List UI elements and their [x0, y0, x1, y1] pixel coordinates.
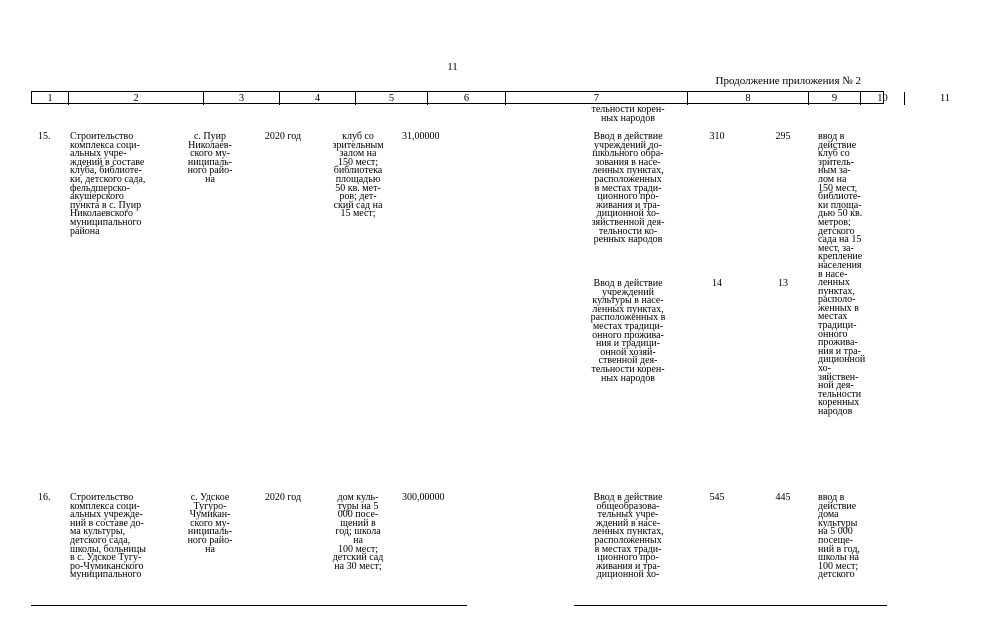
- row-16-indicator-1-col9: 545: [709, 492, 725, 503]
- page-number: 11: [447, 61, 458, 73]
- carryover-text: тельности корен- ных народов: [591, 104, 665, 124]
- row-15-number: 15.: [38, 131, 51, 142]
- row-15-location: с. Пуир Николаев- ского му- ниципаль- ного райо- на: [187, 131, 233, 185]
- row-15-capacity: клуб со зрительным залом на 150 мест; библиотека площадью 50 кв. мет- ров; дет- ский сад на 15 мест;: [332, 131, 384, 220]
- header-col-1: 1: [47, 93, 53, 104]
- row-16-year: 2020 год: [264, 492, 302, 503]
- header-col-10: 10: [860, 92, 904, 105]
- header-col-3: 3: [203, 92, 279, 105]
- row-16-cost: 300,00000: [402, 492, 445, 503]
- header-col-2: 2: [68, 92, 203, 105]
- header-col-8: 8: [687, 92, 808, 105]
- row-15-name: Строительство комплекса соци- альных учре- ждений в составе клуба, библиоте- ки, детского сада, фельдшерско- акушерского пункта в с. Пуир Николаевского муниципального района: [70, 131, 146, 237]
- row-16-location: с. Удское Тугуро- Чумикан- ского му- ниципаль- ного райо- на: [187, 492, 233, 555]
- row-16-result: ввод в действие дома культуры на 5 000 посеще- ний в год, школы на 100 мест; детского: [818, 492, 860, 581]
- appendix-note: Продолжение приложения № 2: [715, 75, 861, 87]
- row-15-indicator-2-col10: 13: [778, 278, 788, 289]
- row-16-indicator-1-col10: 445: [775, 492, 791, 503]
- row-15-indicator-1: Ввод в действие учреждений до- школьного обра- зования в насе- ленных пунктах, расположенных в местах тради- ционного про- живания и тра- диционной хо- зяйственной дея- тельности ко- ренных народов: [591, 131, 665, 246]
- row-16-name: Строительство комплекса соци- альных учрежде- ний в составе до- ма культуры, детского сада, школы, больницы в с. Удское Тугу- ро-Чумиканского муниципального: [70, 492, 146, 581]
- header-col-7: 7: [505, 92, 687, 105]
- table-header-row: [31, 91, 951, 104]
- header-col-5: 5: [355, 92, 427, 105]
- row-15-indicator-1-col9: 310: [709, 131, 725, 142]
- row-15-indicator-2-col9: 14: [712, 278, 722, 289]
- row-15-indicator-1-col10: 295: [775, 131, 791, 142]
- row-15-cost: 31,00000: [402, 131, 440, 142]
- header-col-9: 9: [808, 92, 860, 105]
- row-15-result: ввод в действие клуб со зритель- ным за- лом на 150 мест, библиоте- ки площа- дью 50 кв. метров; детского сада на 15 мест, за- крепление населения в насе- ленных пунктах, располо- женных в местах традици- онного прожива- ния и тра- диционной хо- зяйствен- ной дея- тельности коренных народов: [818, 131, 866, 417]
- bottom-rule-right: [574, 605, 887, 606]
- row-16-indicator-1: Ввод в действие общеобразова- тельных учре- ждений в насе- ленных пунктах, расположенных в местах тради- ционного про- живания и тра- диционной хо-: [592, 492, 664, 581]
- header-col-6: 6: [427, 92, 505, 105]
- row-16-capacity: дом куль- туры на 5 000 посе- щений в год; школа на 100 мест; детский сад на 30 мест;: [332, 492, 384, 572]
- header-col-4: 4: [279, 92, 355, 105]
- row-16-number: 16.: [38, 492, 51, 503]
- header-col-11: 11: [904, 92, 985, 105]
- row-15-year: 2020 год: [264, 131, 302, 142]
- bottom-rule-left: [31, 605, 467, 606]
- data-table: [31, 91, 951, 104]
- row-15-indicator-2: Ввод в действие учреждений культуры в насе- ленных пунктах, расположенных в местах традици- онного прожива- ния и традици- онной хозяй- ственной дея- тельности корен- ных народов: [590, 278, 666, 384]
